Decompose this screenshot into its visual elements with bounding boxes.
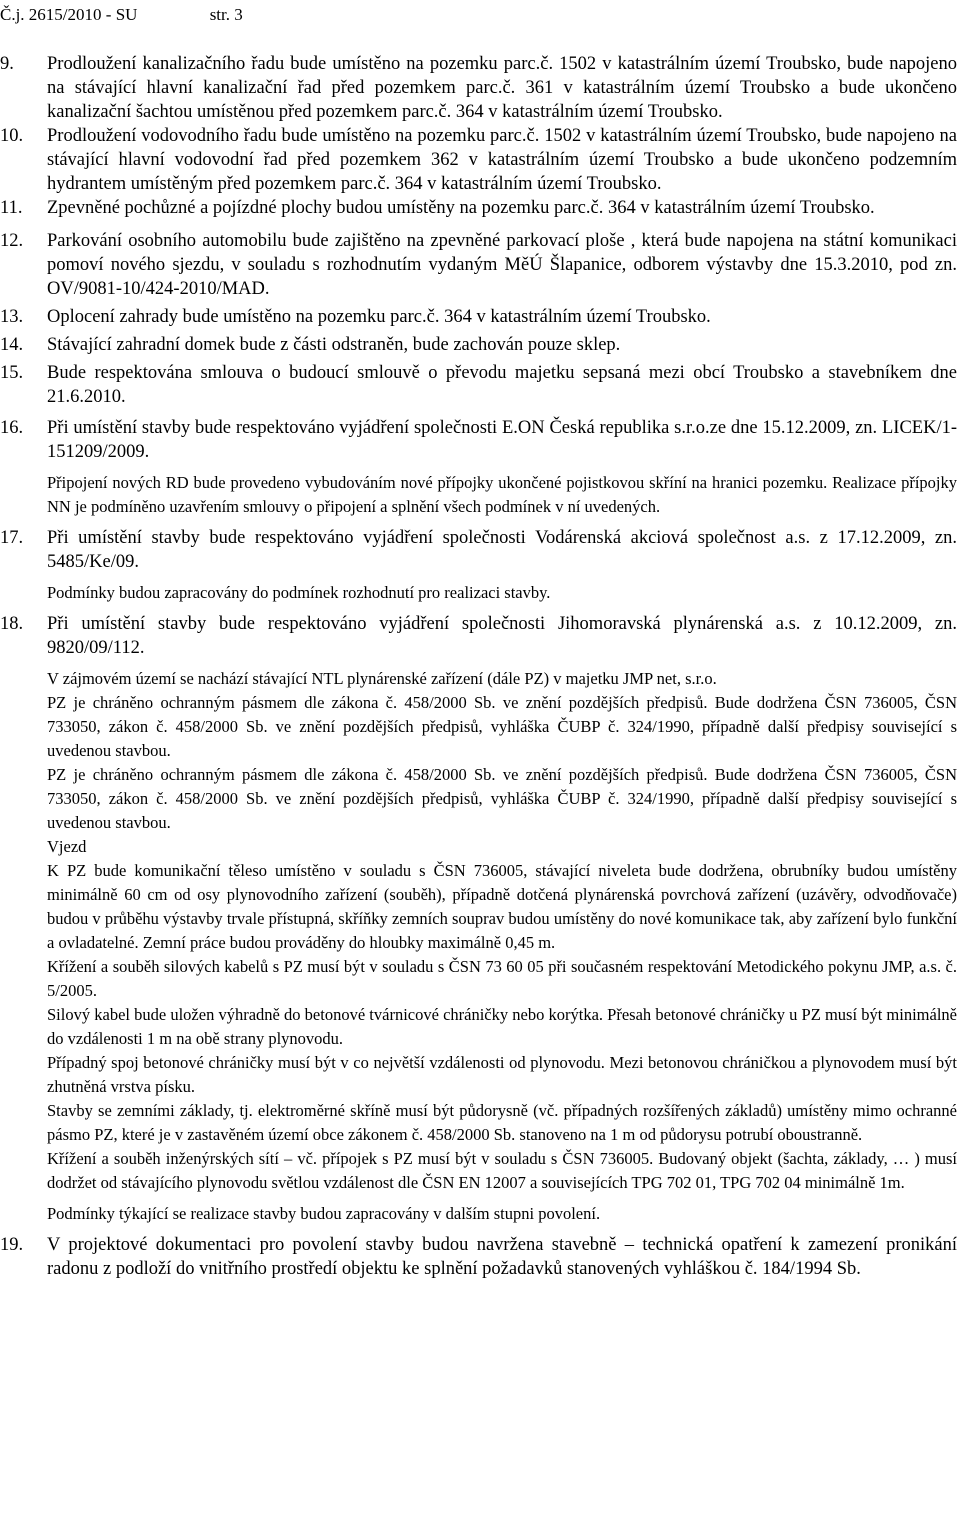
item-number: 17. xyxy=(0,528,24,548)
item-text: Parkování osobního automobilu bude zajištěno na zpevněné parkovací ploše , která bude napojena na státní komunikaci pomoví nového sjezdu, v souladu s rozhodnutím vydaným MěÚ Šlapanice, odborem výstavby dne 15.3.2010, pod zn. OV/9081-10/424-2010/MAD. xyxy=(47,231,957,299)
item-number: 15. xyxy=(0,363,24,383)
note-text: Stavby se zemními základy, tj. elektroměrné skříně musí být půdorysně (vč. případných rozšířených základů) umístěny mimo ochranné pásmo PZ, které je v zastavěném území obce zákonem č. 458/2000 Sb. stanoveno na 1 m od půdorysu potrubí oboustranně. xyxy=(47,1101,957,1144)
item-16 xyxy=(0,416,957,464)
note-text: Připojení nových RD bude provedeno vybudováním nové přípojky ukončené pojistkovou skříní na hranici pozemku. Realizace přípojky NN je podmíněno uzavřením smlouvy o připojení a splnění všech podmínek v ní uvedených. xyxy=(47,473,957,516)
item-number: 14. xyxy=(0,335,24,355)
item-text: Stávající zahradní domek bude z části odstraněn, bude zachován pouze sklep. xyxy=(47,335,621,355)
note-text: Křížení a souběh inženýrských sítí – vč. přípojek s PZ musí být v souladu s ČSN 736005. Budovaný objekt (šachta, základy, … ) musí dodržet od stávajícího plynovodu světlou vzdálenost dle ČSN EN 12007 a souvisejících TPG 702 01, TPG 702 04 minimálně 1m. xyxy=(47,1149,957,1192)
item-17 xyxy=(0,526,957,574)
item-text: Při umístění stavby bude respektováno vyjádření společnosti Vodárenská akciová společnost a.s. z 17.12.2009, zn. 5485/Ke/09. xyxy=(47,528,957,572)
item-12 xyxy=(0,229,957,301)
item-text: Při umístění stavby bude respektováno vyjádření společnosti E.ON Česká republika s.r.o.ze dne 15.12.2009, zn. LICEK/1-151209/2009. xyxy=(47,418,957,462)
page-header xyxy=(0,4,243,26)
item-number: 16. xyxy=(0,418,24,438)
note-text: Případný spoj betonové chráničky musí být v co největší vzdálenosti od plynovodu. Mezi betonovou chráničkou a plynovodem musí být zhutněná vrstva písku. xyxy=(47,1053,957,1096)
item-text: Bude respektována smlouva o budoucí smlouvě o převodu majetku sepsaná mezi obcí Troubsko a stavebníkem dne 21.6.2010. xyxy=(47,363,957,407)
item-17-note xyxy=(0,581,957,605)
item-text: Zpevněné pochůzné a pojízdné plochy budou umístěny na pozemku parc.č. 364 v katastrálním území Troubsko. xyxy=(47,198,875,218)
note-text: PZ je chráněno ochranným pásmem dle zákona č. 458/2000 Sb. ve znění pozdějších předpisů. Bude dodržena ČSN 736005, ČSN 733050, zákon č. 458/2000 Sb. ve znění pozdějších předpisů, vyhláška ČUBP č. 324/1990, případně další předpisy související s uvedenou stavbou. xyxy=(47,765,957,832)
note-text: PZ je chráněno ochranným pásmem dle zákona č. 458/2000 Sb. ve znění pozdějších předpisů. Bude dodržena ČSN 736005, ČSN 733050, zákon č. 458/2000 Sb. ve znění pozdějších předpisů, vyhláška ČUBP č. 324/1990, případně další předpisy související s uvedenou stavbou. xyxy=(47,693,957,760)
item-18-notes xyxy=(0,667,957,1226)
item-number: 11. xyxy=(0,198,23,218)
item-19 xyxy=(0,1233,957,1281)
note-heading: Vjezd xyxy=(47,837,87,856)
item-11 xyxy=(0,196,957,220)
item-number: 9. xyxy=(0,54,14,74)
note-text: K PZ bude komunikační těleso umístěno v souladu s ČSN 736005, stávající niveleta bude dodržena, obrubníky budou umístěny minimálně 60 cm od osy plynovodního zařízení (souběh), případně dotčená plynárenská povrchová zařízení (uzávěry, odvodňovače) budou v průběhu výstavby trvale přístupná, skříňky zemních souprav budou umístěny do nové komunikace tak, aby zařízení bylo funkční a ovladatelné. Zemní práce budou prováděny do hloubky maximálně 0,45 m. xyxy=(47,861,957,952)
item-text: Oplocení zahrady bude umístěno na pozemku parc.č. 364 v katastrálním území Troubsko. xyxy=(47,307,711,327)
item-number: 12. xyxy=(0,231,24,251)
item-text: Při umístění stavby bude respektováno vyjádření společnosti Jihomoravská plynárenská a.s. z 10.12.2009, zn. 9820/09/112. xyxy=(47,614,957,658)
item-text: Prodloužení kanalizačního řadu bude umístěno na pozemku parc.č. 1502 v katastrálním území Troubsko, bude napojeno na stávající hlavní kanalizační řad před pozemkem parc.č. 361 v katastrálním území Troubsko a bude ukončeno kanalizační šachtou umístěnou před pozemkem parc.č. 364 v katastrálním území Troubsko. xyxy=(47,54,957,122)
note-text: V zájmovém území se nachází stávající NTL plynárenské zařízení (dále PZ) v majetku JMP net, s.r.o. xyxy=(47,669,717,688)
item-18 xyxy=(0,612,957,660)
item-number: 13. xyxy=(0,307,24,327)
item-text: V projektové dokumentaci pro povolení stavby budou navržena stavebně – technická opatření k zamezení pronikání radonu z podloží do vnitřního prostředí objektu ke splnění požadavků stanovených vyhláškou č. 184/1994 Sb. xyxy=(47,1235,957,1279)
item-16-note xyxy=(0,471,957,519)
page-number: str. 3 xyxy=(209,5,243,24)
item-10 xyxy=(0,124,957,196)
item-number: 10. xyxy=(0,126,24,146)
document-body xyxy=(0,52,957,1281)
reference-number: Č.j. 2615/2010 - SU xyxy=(0,5,138,24)
note-text: Podmínky týkající se realizace stavby budou zapracovány v dalším stupni povolení. xyxy=(47,1204,601,1223)
item-number: 19. xyxy=(0,1235,24,1255)
note-text: Silový kabel bude uložen výhradně do betonové tvárnicové chráničky nebo korýtka. Přesah betonové chráničky u PZ musí být minimálně do vzdálenosti 1 m na obě strany plynovodu. xyxy=(47,1005,957,1048)
item-9 xyxy=(0,52,957,124)
item-14 xyxy=(0,333,957,357)
item-15 xyxy=(0,361,957,409)
item-13 xyxy=(0,305,957,329)
note-text: Podmínky budou zapracovány do podmínek rozhodnutí pro realizaci stavby. xyxy=(47,583,551,602)
item-text: Prodloužení vodovodního řadu bude umístěno na pozemku parc.č. 1502 v katastrálním území Troubsko, bude napojeno na stávající hlavní vodovodní řad před pozemkem 362 v katastrálním území Troubsko a bude ukončeno podzemním hydrantem umístěným před pozemkem parc.č. 364 v katastrálním území Troubsko. xyxy=(47,126,957,194)
note-text: Křížení a souběh silových kabelů s PZ musí být v souladu s ČSN 73 60 05 při současném respektování Metodického pokynu JMP, a.s. č. 5/2005. xyxy=(47,957,957,1000)
item-number: 18. xyxy=(0,614,24,634)
